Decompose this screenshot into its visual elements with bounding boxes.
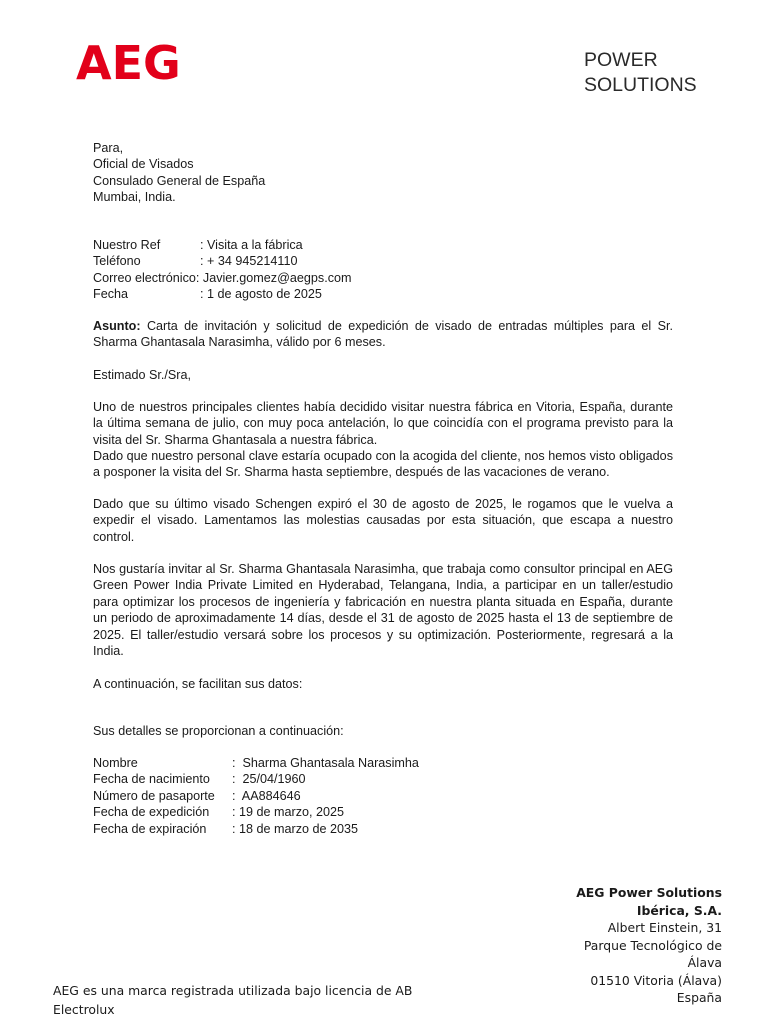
- detail-row: [93, 804, 419, 820]
- detail-key: Nombre: [93, 756, 138, 770]
- subject-paragraph: [93, 318, 673, 351]
- recipient-line: Mumbai, India.: [93, 190, 176, 205]
- greeting: [93, 367, 191, 383]
- address-line: Álava: [687, 955, 722, 970]
- data-intro-text: A continuación, se facilitan sus datos:: [93, 677, 303, 691]
- reference-row: [93, 253, 352, 269]
- company-name-line1: AEG Power Solutions: [576, 885, 722, 900]
- detail-key: Fecha de expiración: [93, 821, 207, 836]
- aeg-logo: AEG: [76, 36, 181, 90]
- address-line: Albert Einstein, 31: [607, 920, 722, 935]
- subject-label: Asunto:: [93, 319, 141, 333]
- detail-key: Fecha de nacimiento: [93, 772, 210, 787]
- trademark-note: AEG es una marca registrada utilizada bajo licencia de AB Electrolux: [53, 983, 413, 1017]
- recipient-line: Consulado General de España: [93, 173, 266, 188]
- address-line: España: [676, 990, 722, 1005]
- reference-key: Teléfono: [93, 254, 141, 269]
- detail-value: : AA884646: [232, 788, 301, 803]
- company-name-line2: Ibérica, S.A.: [636, 902, 722, 918]
- details-intro-text: Sus detalles se proporcionan a continuación:: [93, 724, 344, 738]
- detail-row: [93, 821, 419, 837]
- detail-key: Fecha de expedición: [93, 805, 210, 820]
- data-intro: [93, 676, 302, 692]
- body-paragraph-3: Dado que su último visado Schengen expiró el 30 de agosto de 2025, le rogamos que le vuelva a expedir el visado. Lamentamos las molestias causadas por esta situación, que escapa a nuestro control.: [93, 497, 673, 544]
- detail-row: [93, 771, 419, 787]
- body-paragraph-2: Dado que nuestro personal clave estaría ocupado con la acogida del cliente, nos hemos visto obligados a posponer la visita del Sr. Sharma hasta septiembre, después de las vacaciones de verano.: [93, 449, 673, 480]
- detail-row: [93, 755, 419, 771]
- recipient-block: [93, 140, 265, 206]
- details-block: [93, 755, 419, 837]
- tagline-line2: SOLUTIONS: [584, 74, 697, 96]
- reference-row: [93, 237, 352, 253]
- subject-text: Carta de invitación y solicitud de expedición de visado de entradas múltiples para el Sr. Sharma Ghantasala Narasimha, válido por 6 meses.: [93, 319, 673, 350]
- reference-value: : + 34 945214110: [200, 254, 298, 269]
- recipient-line: Para,: [93, 141, 124, 155]
- tagline-line1: POWER: [584, 49, 658, 71]
- reference-key: Fecha: [93, 287, 129, 302]
- address-line: 01510 Vitoria (Álava): [590, 972, 722, 988]
- reference-row: [93, 270, 352, 286]
- detail-value: : Sharma Ghantasala Narasimha: [232, 756, 419, 770]
- body-paragraph-4: Nos gustaría invitar al Sr. Sharma Ghantasala Narasimha, que trabaja como consultor principal en AEG Green Power India Private Limited en Hyderabad, Telangana, India, a participar en un taller/estudio para optimizar los procesos de ingeniería y fabricación en nuestra planta situada en España, durante un periodo de aproximadamente 14 días, desde el 31 de agosto de 2025 hasta el 13 de septiembre de 2025. El taller/estudio versará sobre los procesos y su optimización. Posteriormente, regresará a la India.: [93, 562, 673, 659]
- detail-value: : 18 de marzo de 2035: [232, 821, 359, 836]
- body-paragraph-1: Uno de nuestros principales clientes había decidido visitar nuestra fábrica en Vitoria, España, durante la última semana de julio, con muy poca antelación, lo que coincidía con el programa previsto para la visita del Sr. Sharma Ghantasala a nuestra fábrica.: [93, 400, 673, 447]
- reference-value: : 1 de agosto de 2025: [200, 287, 322, 302]
- detail-key: Número de pasaporte: [93, 788, 215, 803]
- power-solutions-tagline: [584, 48, 697, 98]
- reference-row: [93, 286, 352, 302]
- reference-block: [93, 237, 352, 303]
- detail-value: : 25/04/1960: [232, 772, 306, 787]
- reference-key: Correo electrónico:: [93, 270, 200, 285]
- detail-value: : 19 de marzo, 2025: [232, 805, 345, 820]
- detail-row: [93, 788, 419, 804]
- greeting-text: Estimado Sr./Sra,: [93, 368, 191, 382]
- address-line: Parque Tecnológico de: [583, 937, 722, 953]
- reference-key: Nuestro Ref: [93, 238, 161, 252]
- recipient-line: Oficial de Visados: [93, 157, 194, 172]
- details-intro: [93, 723, 344, 739]
- reference-value: : Visita a la fábrica: [200, 238, 303, 252]
- reference-value: Javier.gomez@aegps.com: [199, 270, 352, 285]
- company-address: [576, 884, 722, 1007]
